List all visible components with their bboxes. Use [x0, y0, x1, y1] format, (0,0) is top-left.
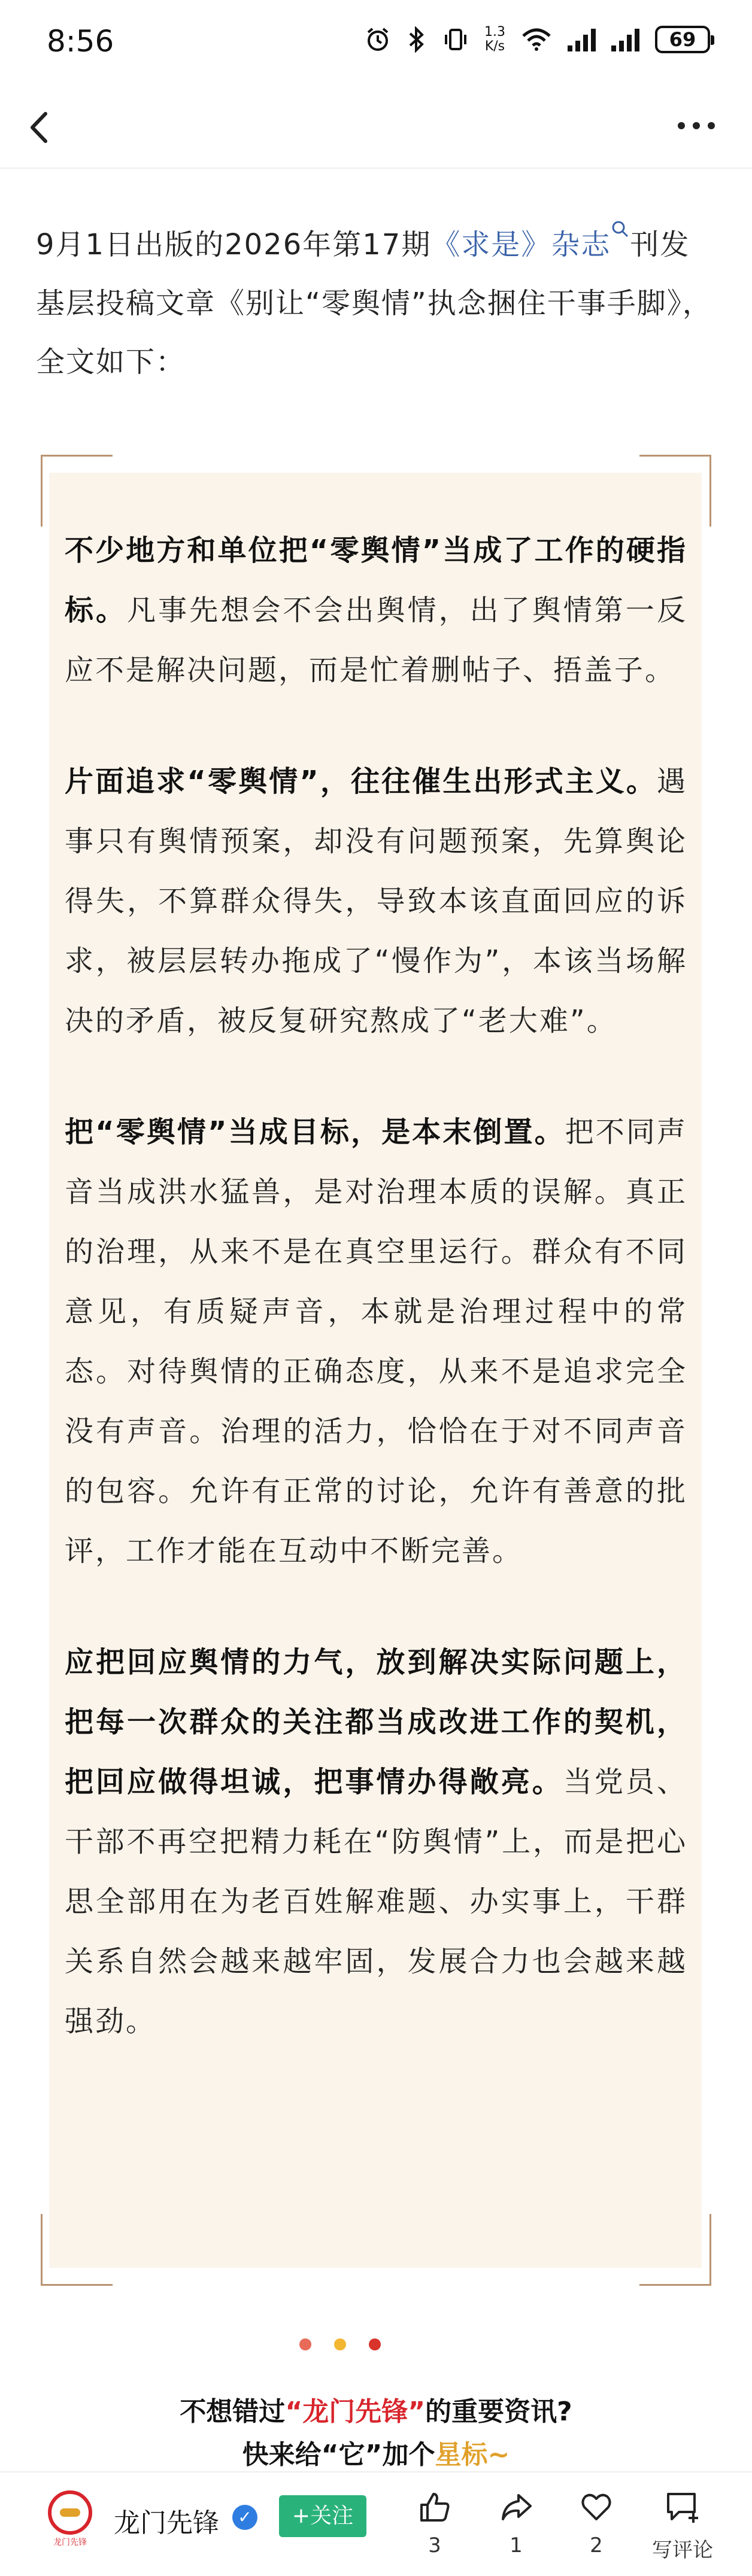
dot	[299, 2338, 311, 2350]
dot	[334, 2338, 346, 2350]
bottom-action-bar	[0, 2471, 752, 2576]
like-button[interactable]: 3	[405, 2490, 465, 2557]
corner-decoration	[639, 2214, 711, 2286]
more-dots-icon[interactable]	[675, 120, 717, 132]
logo-emblem-icon	[48, 2490, 92, 2535]
thumbs-up-icon	[418, 2490, 451, 2524]
net-speed: 1.3 K/s	[484, 25, 505, 54]
dot	[369, 2338, 381, 2350]
signal-icon	[611, 28, 639, 51]
status-bar	[0, 0, 752, 84]
decorative-dots	[299, 2338, 381, 2350]
wifi-icon	[521, 28, 552, 51]
comment-button[interactable]: 写评论	[647, 2490, 718, 2563]
article-intro: 9月1日出版的2026年第17期《求是》杂志 刊发基层投稿文章《别让“零舆情”执念捆住干事手脚》，全文如下：	[36, 215, 718, 391]
corner-decoration	[639, 455, 711, 527]
chevron-left-icon[interactable]	[23, 107, 59, 148]
nav-divider	[0, 168, 752, 169]
bluetooth-icon	[407, 26, 427, 53]
article-paragraph: 片面追求“零舆情”，往往催生出形式主义。遇事只有舆情预案，却没有问题预案，先算舆论得失，不算群众得失，导致本该直面回应的诉求，被层层转办拖成了“慢作为”，本该当场解决的矛盾，被反复研究熬成了“老大难”。	[65, 765, 687, 1038]
status-icons	[365, 25, 710, 54]
corner-decoration	[41, 455, 113, 527]
signal-icon	[568, 28, 596, 51]
nav-bar	[0, 90, 752, 168]
comment-icon	[665, 2490, 701, 2524]
share-button[interactable]: 1	[486, 2490, 546, 2557]
search-icon[interactable]	[611, 220, 630, 239]
heart-icon	[580, 2490, 613, 2524]
follow-button[interactable]: +关注	[279, 2495, 366, 2537]
corner-decoration	[41, 2214, 113, 2286]
article-paragraph: 应把回应舆情的力气，放到解决实际问题上，把每一次群众的关注都当成改进工作的契机，把回应做得坦诚，把事情办得敞亮。当党员、干部不再空把精力耗在“防舆情”上，而是把心思全部用在为老百姓解难题、办实事上，干群关系自然会越来越牢固，发展合力也会越来越强劲。	[65, 1646, 687, 2038]
account-name[interactable]: 龙门先锋	[114, 2508, 219, 2538]
favorite-button[interactable]: 2	[566, 2490, 626, 2557]
battery-icon: 69	[655, 26, 710, 53]
account-logo[interactable]: 龙门先锋	[43, 2490, 97, 2548]
verified-icon: ✓	[232, 2505, 257, 2530]
subscribe-prompt: 不想错过“龙门先锋”的重要资讯? 快来给“它”加个星标~	[180, 2396, 572, 2470]
article-body	[65, 521, 687, 2103]
alarm-icon	[365, 26, 391, 53]
magazine-link[interactable]: 《求是》杂志	[431, 228, 611, 261]
status-time: 8:56	[47, 24, 114, 59]
article-paragraph: 把“零舆情”当成目标，是本末倒置。把不同声音当成洪水猛兽，是对治理本质的误解。真正的治理，从来不是在真空里运行。群众有不同意见，有质疑声音，本就是治理过程中的常态。对待舆情的正确态度，从来不是追求完全没有声音。治理的活力，恰恰在于对不同声音的包容。允许有正常的讨论，允许有善意的批评，工作才能在互动中不断完善。	[65, 1115, 687, 1568]
article-paragraph: 不少地方和单位把“零舆情”当成了工作的硬指标。凡事先想会不会出舆情，出了舆情第一反应不是解决问题，而是忙着删帖子、捂盖子。	[65, 534, 687, 687]
share-arrow-icon	[499, 2490, 533, 2524]
vibrate-icon	[442, 26, 469, 53]
